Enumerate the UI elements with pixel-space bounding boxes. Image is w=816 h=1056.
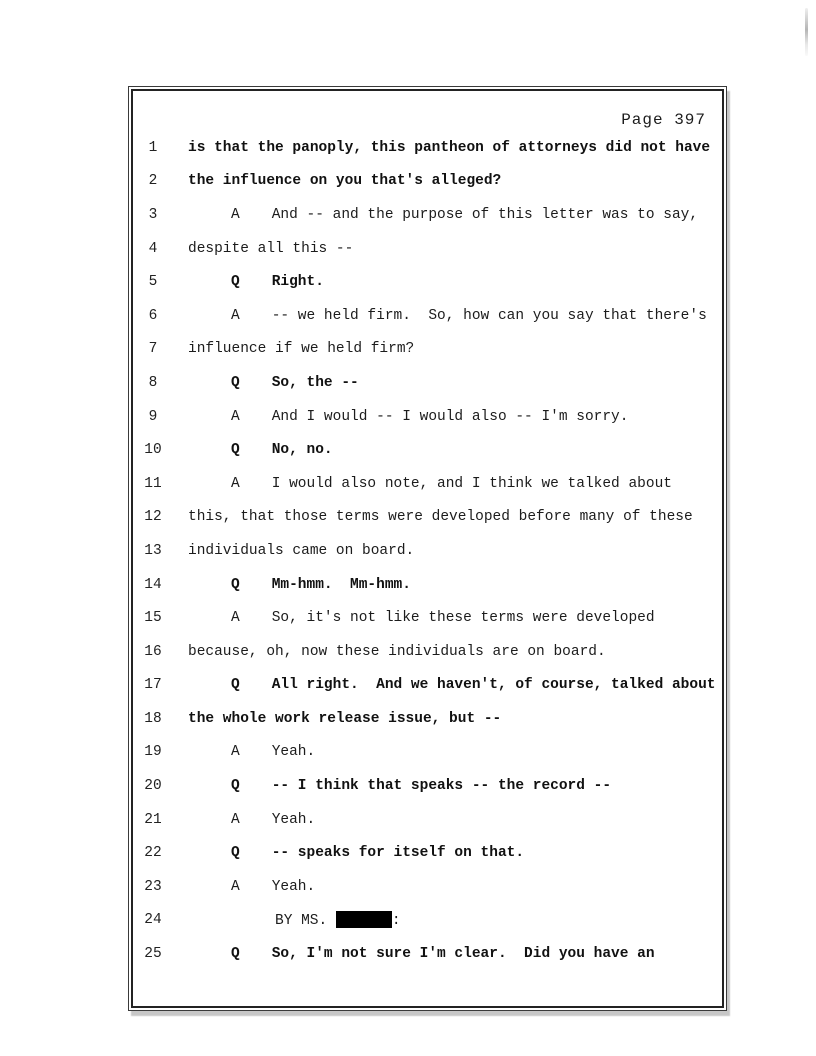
line-body: -- we held firm. So, how can you say that there's: [271, 307, 707, 324]
line-text: [188, 509, 693, 525]
line-number: 6: [148, 307, 158, 324]
line-number: 2: [148, 173, 158, 190]
line-text: [188, 778, 611, 794]
line-text: [188, 207, 698, 223]
line-text: [188, 140, 710, 156]
line-text: [188, 744, 315, 760]
transcript-page-frame: [128, 86, 727, 1011]
speaker-label: A: [231, 878, 240, 895]
line-text: [188, 577, 411, 593]
speaker-label: Q: [231, 845, 240, 862]
redaction-group: [275, 913, 401, 929]
line-body: I would also note, and I think we talked about: [271, 475, 672, 492]
transcript-line: [137, 635, 722, 669]
line-text: [188, 173, 501, 189]
line-text: [188, 442, 333, 458]
speaker-label: Q: [231, 274, 240, 291]
line-number: 12: [144, 509, 162, 526]
line-text: [188, 812, 315, 828]
line-number: 10: [144, 442, 162, 459]
line-text: [188, 644, 606, 660]
line-number: 18: [144, 710, 162, 727]
line-number: 11: [144, 475, 162, 492]
line-text: [188, 375, 359, 391]
line-text: [188, 341, 414, 357]
line-number: 22: [144, 845, 162, 862]
line-text: [188, 610, 655, 626]
line-body: So, the --: [271, 374, 359, 391]
line-text: [188, 711, 501, 727]
speaker-label: A: [231, 744, 240, 761]
transcript-line: [137, 433, 722, 467]
transcript-line: [137, 937, 722, 971]
line-body: the influence on you that's alleged?: [188, 173, 502, 190]
speaker-label: A: [231, 475, 240, 492]
transcript-line: [137, 198, 722, 232]
line-body: And I would -- I would also -- I'm sorry.: [271, 408, 629, 425]
line-body: Yeah.: [271, 744, 316, 761]
transcript-line: [137, 702, 722, 736]
transcript-line: [137, 568, 722, 602]
line-body: No, no.: [271, 442, 333, 459]
speaker-label: A: [231, 811, 240, 828]
transcript-line: [137, 400, 722, 434]
transcript-line: [137, 736, 722, 770]
line-number: 24: [144, 912, 162, 929]
line-number: 7: [148, 341, 158, 358]
line-body: individuals came on board.: [188, 542, 415, 559]
line-text: [188, 308, 707, 324]
transcript-line: [137, 366, 722, 400]
transcript-line: [137, 669, 722, 703]
speaker-label: A: [231, 408, 240, 425]
speaker-label: Q: [231, 946, 240, 963]
page-number: Page 397: [621, 111, 706, 129]
speaker-label: A: [231, 610, 240, 627]
transcript-line: [137, 467, 722, 501]
line-number: 16: [144, 643, 162, 660]
scan-artifact-streak: [805, 8, 808, 56]
transcript-line: [137, 904, 722, 938]
line-text: [188, 677, 715, 693]
redaction-suffix: :: [391, 913, 401, 930]
line-number: 23: [144, 878, 162, 895]
line-body: So, I'm not sure I'm clear. Did you have an: [271, 946, 655, 963]
speaker-label: Q: [231, 677, 240, 694]
line-body: So, it's not like these terms were developed: [271, 610, 655, 627]
line-number: 5: [148, 274, 158, 291]
speaker-label: Q: [231, 442, 240, 459]
line-body: Mm-hmm. Mm-hmm.: [271, 576, 411, 593]
line-number: 13: [144, 542, 162, 559]
transcript-line: [137, 769, 722, 803]
line-body: despite all this --: [188, 240, 354, 257]
line-body: influence if we held firm?: [188, 341, 415, 358]
line-text: [188, 274, 324, 290]
line-body: And -- and the purpose of this letter was to say,: [271, 206, 699, 223]
line-number: 1: [148, 139, 158, 156]
line-number: 19: [144, 744, 162, 761]
speaker-label: A: [231, 307, 240, 324]
line-body: -- speaks for itself on that.: [271, 845, 525, 862]
transcript-line: [137, 232, 722, 266]
transcript-line: [137, 299, 722, 333]
line-number: 14: [144, 576, 162, 593]
transcript-line: [137, 265, 722, 299]
line-body: Yeah.: [271, 811, 316, 828]
speaker-label: A: [231, 206, 240, 223]
line-body: Right.: [271, 274, 324, 291]
line-number: 4: [148, 240, 158, 257]
line-number: 20: [144, 778, 162, 795]
line-text: [188, 241, 353, 257]
line-number: 25: [144, 946, 162, 963]
line-text: [188, 911, 401, 929]
speaker-label: Q: [231, 778, 240, 795]
transcript-line: [137, 333, 722, 367]
transcript-line: [137, 131, 722, 165]
transcript-line: [137, 501, 722, 535]
line-number: 17: [144, 677, 162, 694]
speaker-label: Q: [231, 374, 240, 391]
transcript-line: [137, 534, 722, 568]
redaction-prefix: BY MS.: [275, 913, 336, 930]
line-body: is that the panoply, this pantheon of attorneys did not have: [188, 139, 711, 156]
line-text: [188, 476, 672, 492]
line-number: 9: [148, 408, 158, 425]
line-number: 21: [144, 811, 162, 828]
redaction-box: [336, 911, 392, 928]
line-body: -- I think that speaks -- the record --: [271, 778, 612, 795]
transcript-line: [137, 836, 722, 870]
speaker-label: Q: [231, 576, 240, 593]
transcript-line: [137, 165, 722, 199]
line-text: [188, 845, 524, 861]
line-body: the whole work release issue, but --: [188, 710, 502, 727]
line-body: All right. And we haven't, of course, talked about: [271, 677, 716, 694]
line-body: Yeah.: [271, 878, 316, 895]
line-text: [188, 409, 628, 425]
line-text: [188, 543, 414, 559]
transcript-line: [137, 601, 722, 635]
line-body: this, that those terms were developed before many of these: [188, 509, 693, 526]
line-number: 8: [148, 374, 158, 391]
line-number: 3: [148, 206, 158, 223]
transcript-line: [137, 870, 722, 904]
transcript-line: [137, 803, 722, 837]
line-text: [188, 946, 655, 962]
line-body: because, oh, now these individuals are on board.: [188, 643, 606, 660]
transcript-lines: [133, 131, 722, 971]
transcript-page: [131, 89, 724, 1008]
line-text: [188, 879, 315, 895]
line-number: 15: [144, 610, 162, 627]
